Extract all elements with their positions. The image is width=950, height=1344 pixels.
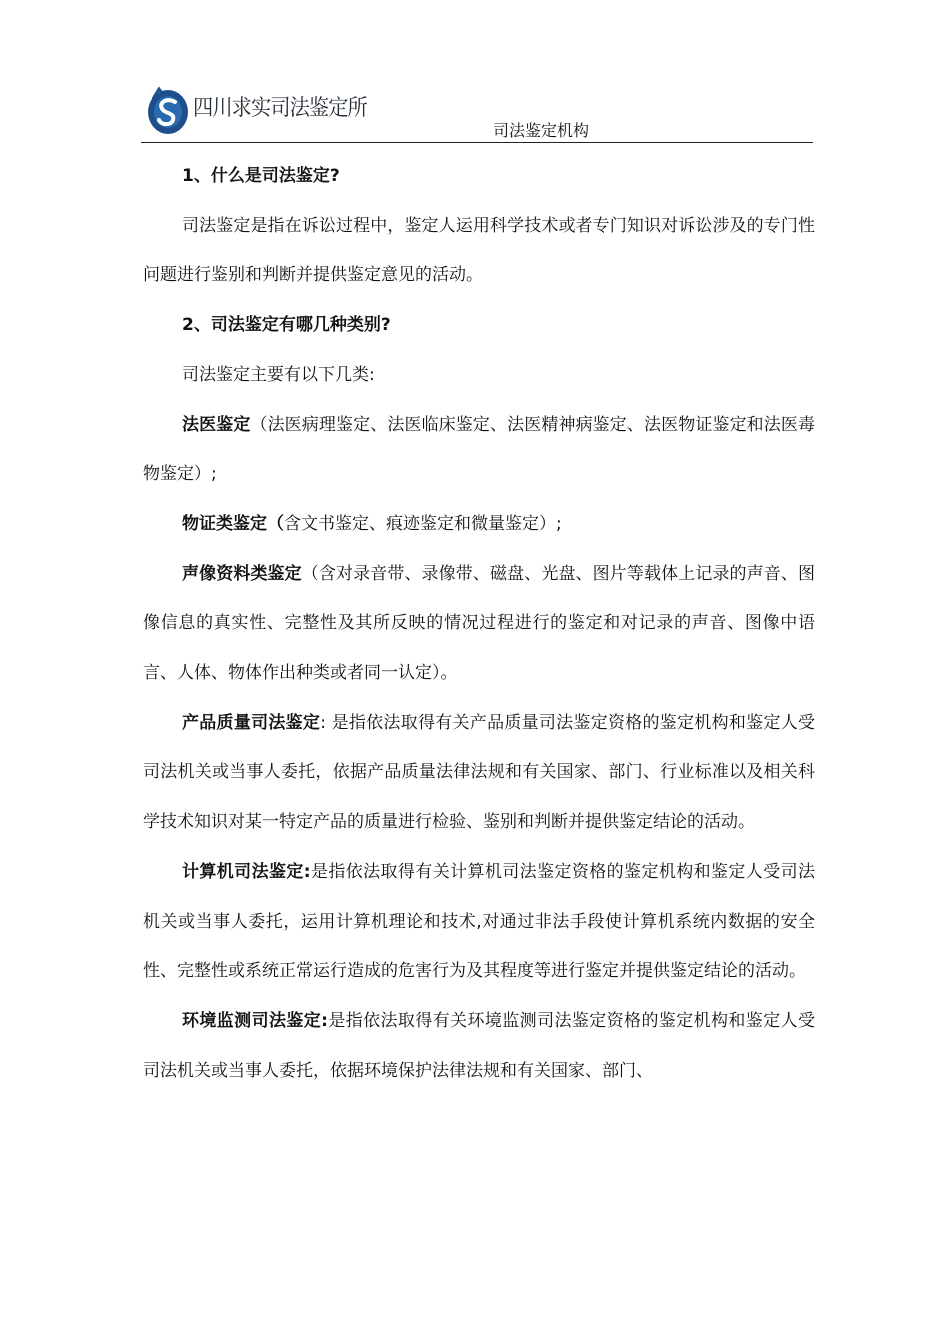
category-term: 法医鉴定 — [182, 414, 251, 435]
question-1-answer: 司法鉴定是指在诉讼过程中，鉴定人运用科学技术或者专门知识对诉讼涉及的专门性问题进行鉴别和判断并提供鉴定意见的活动。 — [143, 215, 815, 286]
category-description: 是指依法取得有关计算机司法鉴定资格的鉴定机构和鉴定人受司法机关或当事人委托，运用计算机理论和技术,对通过非法手段使计算机系统内数据的安全性、完整性或系统正常运行造成的危害行为及其程度等进行鉴定并提供鉴定结论的活动。 — [143, 861, 815, 982]
logo-text: 四川求实司法鉴定所 — [193, 95, 367, 121]
question-1-heading: 1、什么是司法鉴定? — [182, 166, 340, 186]
page-header — [141, 84, 813, 143]
question-2-intro: 司法鉴定主要有以下几类: — [182, 364, 375, 385]
category-forensic-medicine — [143, 401, 815, 500]
category-term: 产品质量司法鉴定 — [182, 712, 321, 733]
category-product-quality — [143, 699, 815, 848]
category-description: （法医病理鉴定、法医临床鉴定、法医精神病鉴定、法医物证鉴定和法医毒物鉴定）; — [143, 414, 816, 485]
category-audio-video — [143, 550, 815, 699]
question-2-heading: 2、司法鉴定有哪几种类别? — [182, 315, 391, 336]
category-term: 声像资料类鉴定 — [182, 563, 302, 584]
logo — [145, 84, 382, 138]
category-environment — [143, 997, 815, 1096]
category-description: : 是指依法取得有关产品质量司法鉴定资格的鉴定机构和鉴定人受司法机关或当事人委托，依据产品质量法律法规和有关国家、部门、行业标准以及相关科学技术知识对某一特定产品的质量进行检验、鉴别和判断并提供鉴定结论的活动。 — [143, 712, 816, 833]
header-title: 司法鉴定机构 — [493, 121, 590, 140]
category-physical-evidence — [143, 500, 815, 550]
category-term: 物证类鉴定（ — [182, 513, 284, 534]
logo-emblem-icon — [145, 85, 191, 137]
category-term: 环境监测司法鉴定: — [182, 1010, 328, 1031]
category-description: 含文书鉴定、痕迹鉴定和微量鉴定）; — [284, 513, 562, 534]
category-term: 计算机司法鉴定: — [182, 861, 311, 882]
document-body — [143, 152, 815, 1096]
category-description: （含对录音带、录像带、磁盘、光盘、图片等载体上记录的声音、图像信息的真实性、完整性及其所反映的情况过程进行的鉴定和对记录的声音、图像中语言、人体、物体作出种类或者同一认定）。 — [143, 563, 816, 684]
category-computer — [143, 848, 815, 997]
category-description: 是指依法取得有关环境监测司法鉴定资格的鉴定机构和鉴定人受司法机关或当事人委托，依据环境保护法律法规和有关国家、部门、 — [143, 1010, 815, 1081]
